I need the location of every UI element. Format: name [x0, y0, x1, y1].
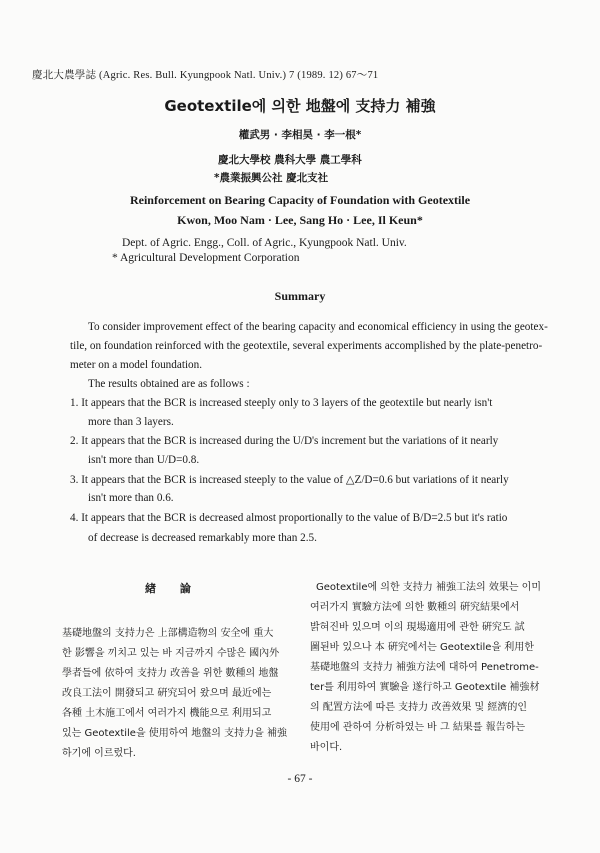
summary-line: 4. It appears that the BCR is decreased almost proportionally to the value of B/D=2.5 but it's ratio: [70, 512, 508, 524]
paper-title-korean: Geotextile에 의한 地盤에 支持力 補強: [164, 97, 436, 115]
right-column-line: 使用에 관하여 分析하였는 바 그 結果를 報告하는: [310, 722, 525, 733]
summary-line: isn't more than 0.6.: [88, 492, 174, 504]
summary-line: 1. It appears that the BCR is increased steeply only to 3 layers of the geotextile but nearly isn't: [70, 397, 493, 409]
summary-line: isn't more than U/D=0.8.: [88, 454, 200, 466]
authors-english: Kwon, Moo Nam · Lee, Sang Ho · Lee, Il Keun*: [177, 213, 423, 227]
right-column-line: 바이다.: [310, 742, 343, 753]
right-column-line: 圖된바 있으나 本 硏究에서는 Geotextile을 利用한: [310, 642, 534, 653]
affiliation-korean-1: 慶北大學校 農科大學 農工學科: [218, 154, 362, 166]
introduction-heading: 緖 論: [145, 582, 201, 595]
summary-line: The results obtained are as follows :: [88, 378, 250, 390]
left-column-line: 基礎地盤의 支持力은 上部構造物의 安全에 重大: [62, 628, 274, 639]
authors-korean: 權武男 · 李相昊 · 李一根*: [238, 129, 362, 141]
right-column-line: 基礎地盤의 支持力 補強方法에 대하여 Penetrome-: [310, 662, 539, 673]
summary-heading: Summary: [274, 289, 326, 303]
summary-line: 2. It appears that the BCR is increased during the U/D's increment but the variations of it nearly: [70, 435, 499, 447]
summary-line: tile, on foundation reinforced with the geotextile, several experiments accomplished by the plate-penetro-: [70, 340, 543, 352]
summary-line: more than 3 layers.: [88, 416, 174, 428]
right-column-line: ter를 利用하여 實驗을 遂行하고 Geotextile 補強材: [310, 682, 540, 693]
right-column-line: Geotextile에 의한 支持力 補強工法의 效果는 이미: [316, 582, 541, 593]
paper-title-english: Reinforcement on Bearing Capacity of Foundation with Geotextile: [129, 193, 471, 207]
affiliation-english-2: * Agricultural Development Corporation: [112, 252, 300, 264]
affiliation-english-1: Dept. of Agric. Engg., Coll. of Agric., Kyungpook Natl. Univ.: [122, 237, 407, 249]
left-column-line: 改良工法이 開發되고 硏究되어 왔으며 最近에는: [62, 688, 272, 699]
right-column-line: 밝혀진바 있으며 이의 現場適用에 관한 硏究도 試: [310, 622, 525, 633]
left-column-line: 學者들에 依하여 支持力 改善을 위한 數種의 地盤: [62, 668, 279, 679]
journal-header: 慶北大農學誌 (Agric. Res. Bull. Kyungpook Natl. Univ.) 7 (1989. 12) 67～71: [32, 70, 379, 81]
left-column-line: 하기에 이르렀다.: [62, 748, 136, 759]
summary-line: of decrease is decreased remarkably more than 2.5.: [88, 532, 317, 544]
right-column-line: 여러가지 實驗方法에 의한 數種의 硏究結果에서: [310, 602, 520, 613]
left-column-line: 한 影響을 끼치고 있는 바 지금까지 수많은 國內外: [62, 648, 280, 659]
left-column-line: 있는 Geotextile을 使用하여 地盤의 支持力을 補強: [62, 728, 287, 739]
summary-line: To consider improvement effect of the bearing capacity and economical efficiency in using the geotex-: [88, 321, 548, 333]
left-column-line: 各種 土木施工에서 여러가지 機能으로 利用되고: [62, 708, 272, 719]
right-column-line: 의 配置方法에 따른 支持力 改善效果 및 經濟的인: [310, 702, 528, 713]
summary-line: meter on a model foundation.: [70, 359, 203, 371]
summary-line: 3. It appears that the BCR is increased steeply to the value of △Z/D=0.6 but variations of it nearly: [70, 474, 509, 486]
page-number: - 67 -: [287, 773, 313, 785]
affiliation-korean-2: *農業振興公社 慶北支社: [214, 172, 329, 184]
